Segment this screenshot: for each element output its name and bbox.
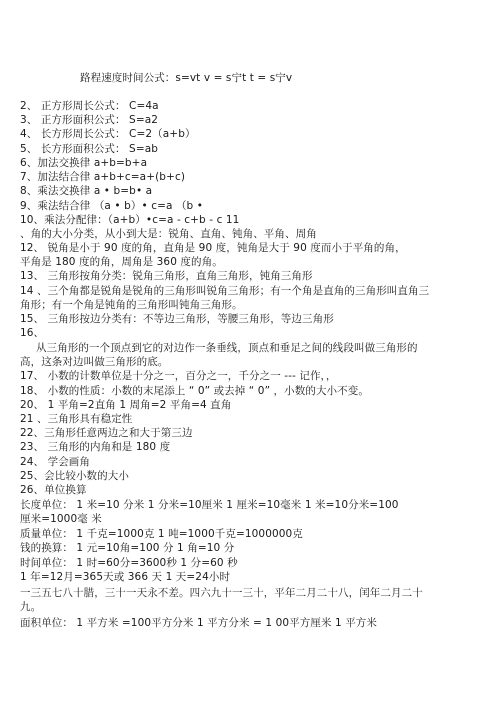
text-line: 1 年=12月=365天或 366 天 1 天=24小时 <box>20 571 231 583</box>
text-line: 22、三角形任意两边之和大于第三边 <box>20 427 193 439</box>
text-line: 高，这条对边叫做三角形的底。 <box>20 356 169 368</box>
text-line: 14 、三个角都是锐角是锐角的三角形叫锐角三角形；有一个角是直角的三角形叫直角三 <box>20 285 430 297</box>
text-line: 9、乘法结合律 （a • b）• c=a （b • <box>20 200 204 212</box>
text-line: 面积单位： 1 平方米 =100平方分米 1 平方分米 = 1 00平方厘米 1 平方米 <box>20 617 377 629</box>
text-line: 2、 正方形周长公式： C=4a <box>20 100 159 112</box>
text-line: 3、 正方形面积公式： S=a2 <box>20 114 159 126</box>
speed-time-formula-line: 路程速度时间公式：s=vt v = s宁t t = s宁v <box>80 72 293 84</box>
text-line: 4、 长方形周长公式： C=2（a+b） <box>20 128 196 140</box>
text-line: 从三角形的一个顶点到它的对边作一条垂线，顶点和垂足之间的线段叫做三角形的 <box>36 342 418 354</box>
text-line: 时间单位： 1 时=60分=3600秒 1 分=60 秒 <box>20 557 238 569</box>
text-line: 质量单位： 1 千克=1000克 1 吨=1000千克=1000000克 <box>20 528 303 540</box>
text-line: 6、加法交换律 a+b=b+a <box>20 157 148 169</box>
text-line: 5、 长方形面积公式： S=ab <box>20 143 159 155</box>
text-line: 20、 1 平角=2直角 1 周角=2 平角=4 直角 <box>20 399 232 411</box>
text-line: 18、 小数的性质：小数的末尾添上 “ 0” 或去掉 “ 0” ，小数的大小不变。 <box>20 385 369 397</box>
text-line: 7、加法结合律 a+b+c=a+(b+c) <box>20 171 186 183</box>
text-line: 17、 小数的计数单位是十分之一，百分之一，千分之一 --- 记作，， <box>20 370 337 382</box>
text-line: 26、单位换算 <box>20 484 87 496</box>
text-line: 21 、三角形具有稳定性 <box>20 413 133 425</box>
text-line: 10、乘法分配律：（a+b）•c=a - c+b - c 11 <box>20 214 240 226</box>
text-line: 钱的换算： 1 元=10角=100 分 1 角=10 分 <box>20 542 235 554</box>
text-line: 、角的大小分类，从小到大是：锐角、直角、钝角、平角、周角 <box>20 228 317 240</box>
text-line: 一三五七八十腊，三十一天永不差。四六九十一三十，平年二月二十八，闰年二月二十 <box>20 587 423 599</box>
text-line: 23、 三角形的内角和是 180 度 <box>20 441 171 453</box>
text-line: 8、乘法交换律 a • b=b• a <box>20 185 153 197</box>
text-line: 角形；有一个角是钝角的三角形叫钝角三角形。 <box>20 299 243 311</box>
text-line: 16、 <box>20 327 45 339</box>
text-line: 平角是 180 度的角，周角是 360 度的角。 <box>20 256 223 268</box>
text-line: 13、 三角形按角分类：锐角三角形，直角三角形，钝角三角形 <box>20 270 313 282</box>
text-line: 长度单位： 1 米=10 分米 1 分米=10厘米 1 厘米=10毫米 1 米=10分米=100 <box>20 499 399 511</box>
text-line: 九。 <box>20 601 42 613</box>
text-line: 25、会比较小数的大小 <box>20 470 129 482</box>
text-line: 15、 三角形按边分类有：不等边三角形，等腰三角形，等边三角形 <box>20 313 334 325</box>
text-line: 厘米=1000毫 米 <box>20 513 102 525</box>
text-line: 12、 锐角是小于 90 度的角，直角是 90 度，钝角是大于 90 度而小于平角的角， <box>20 242 406 254</box>
text-line: 24、 学会画角 <box>20 456 90 468</box>
